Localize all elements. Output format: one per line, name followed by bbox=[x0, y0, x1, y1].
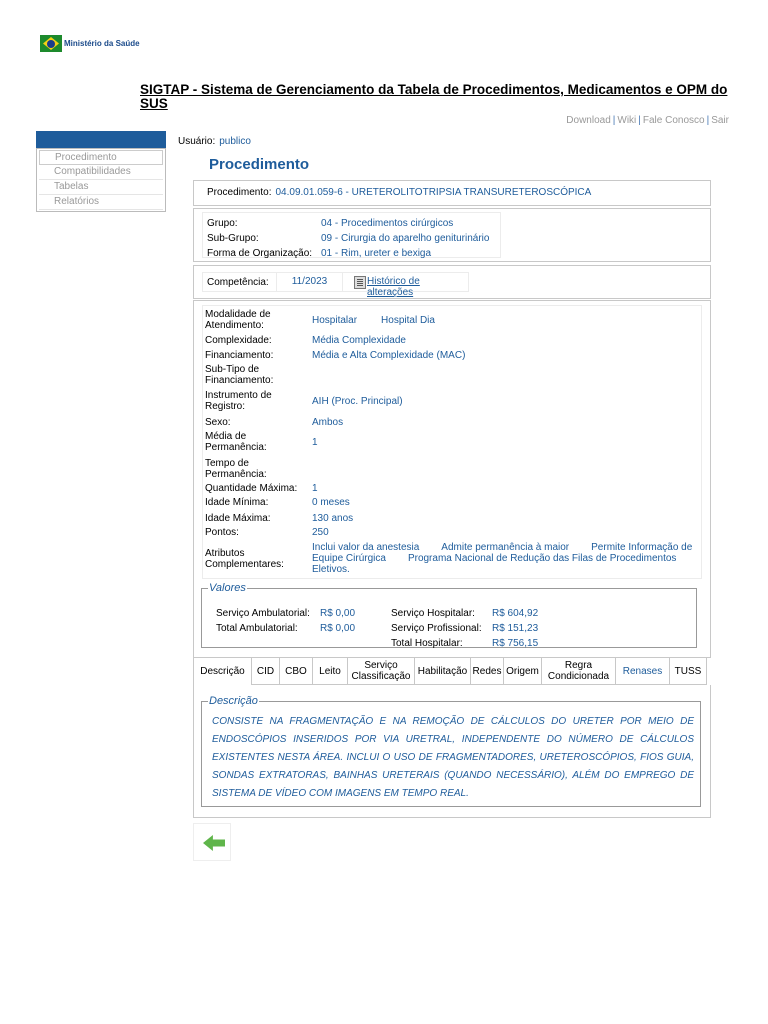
media-permanencia-value: 1 bbox=[312, 437, 318, 448]
pontos-label: Pontos: bbox=[205, 527, 239, 538]
servico-profissional-value: R$ 151,23 bbox=[492, 623, 539, 634]
idade-maxima-value: 130 anos bbox=[312, 513, 354, 524]
competencia-value: 11/2023 bbox=[276, 273, 343, 291]
competencia-box bbox=[193, 265, 711, 299]
user-label: Usuário: bbox=[178, 136, 216, 147]
instrumento-label: Instrumento de Registro: bbox=[205, 390, 272, 412]
modalidade-values bbox=[312, 315, 435, 326]
historico-link[interactable]: Histórico de alterações bbox=[367, 276, 420, 298]
grupo-value: 04 - Procedimentos cirúrgicos bbox=[321, 218, 454, 229]
subgrupo-value: 09 - Cirurgia do aparelho geniturinário bbox=[321, 233, 490, 244]
total-hospitalar-value: R$ 756,15 bbox=[492, 638, 539, 649]
complexidade-label: Complexidade: bbox=[205, 335, 272, 346]
tab-renases[interactable]: Renases bbox=[615, 657, 669, 685]
atributos-complementares-values bbox=[312, 542, 694, 575]
descricao-legend: Descrição bbox=[209, 695, 258, 707]
modalidade-label: Modalidade de Atendimento: bbox=[205, 309, 271, 331]
procedimento-box bbox=[193, 180, 711, 206]
download-link[interactable]: Download bbox=[566, 115, 611, 126]
complexidade-value: Média Complexidade bbox=[312, 335, 406, 346]
menu-item-tabelas[interactable]: Tabelas bbox=[39, 180, 163, 195]
pontos-value: 250 bbox=[312, 527, 329, 538]
sexo-label: Sexo: bbox=[205, 417, 231, 428]
instrumento-value: AIH (Proc. Principal) bbox=[312, 396, 403, 407]
side-menu bbox=[36, 148, 166, 212]
sexo-value: Ambos bbox=[312, 417, 344, 428]
tab-cbo[interactable]: CBO bbox=[279, 657, 312, 685]
servico-profissional-label: Serviço Profissional: bbox=[391, 623, 482, 634]
total-ambulatorial-value: R$ 0,00 bbox=[320, 623, 356, 634]
user-name: publico bbox=[219, 136, 251, 147]
subgrupo-label: Sub-Grupo: bbox=[207, 233, 259, 244]
procedimento-label: Procedimento: bbox=[207, 187, 272, 198]
forma-organizacao-value: 01 - Rim, ureter e bexiga bbox=[321, 248, 432, 259]
servico-ambulatorial-label: Serviço Ambulatorial: bbox=[216, 608, 310, 619]
media-permanencia-label: Média de Permanência: bbox=[205, 431, 267, 453]
tab-redes[interactable]: Redes bbox=[470, 657, 503, 685]
tempo-permanencia-label: Tempo de Permanência: bbox=[205, 458, 267, 480]
wiki-link[interactable]: Wiki bbox=[617, 115, 637, 126]
complementar-item: Inclui valor da anestesia bbox=[312, 542, 420, 553]
back-arrow-icon bbox=[203, 835, 225, 851]
section-heading: Procedimento bbox=[209, 156, 310, 173]
servico-hospitalar-label: Serviço Hospitalar: bbox=[391, 608, 475, 619]
tab-descricao[interactable]: Descrição bbox=[193, 657, 251, 685]
tab-servico-classificacao[interactable]: Serviço Classificação bbox=[347, 657, 414, 685]
valores-legend: Valores bbox=[209, 582, 246, 594]
page-title[interactable]: SIGTAP - Sistema de Gerenciamento da Tabela de Procedimentos, Medicamentos e OPM do SUS bbox=[140, 82, 728, 111]
grupo-label: Grupo: bbox=[207, 218, 238, 229]
complementar-item: Programa Nacional de Redução das Filas de Procedimentos Eletivos. bbox=[312, 553, 677, 575]
user-info bbox=[178, 136, 251, 147]
menu-item-procedimento[interactable]: Procedimento bbox=[39, 150, 163, 165]
competencia-label: Competência: bbox=[207, 277, 269, 288]
subtipo-label: Sub-Tipo de Financiamento: bbox=[205, 364, 274, 386]
quantidade-maxima-label: Quantidade Máxima: bbox=[205, 483, 298, 494]
brazil-flag-icon bbox=[40, 35, 62, 52]
atributos-box bbox=[193, 300, 711, 658]
back-button[interactable] bbox=[193, 823, 231, 861]
idade-minima-value: 0 meses bbox=[312, 497, 350, 508]
financiamento-label: Financiamento: bbox=[205, 350, 274, 361]
servico-hospitalar-value: R$ 604,92 bbox=[492, 608, 539, 619]
tab-origem[interactable]: Origem bbox=[503, 657, 541, 685]
tab-habilitacao[interactable]: Habilitação bbox=[414, 657, 470, 685]
fale-conosco-link[interactable]: Fale Conosco bbox=[642, 115, 705, 126]
descricao-panel bbox=[193, 685, 711, 818]
idade-maxima-label: Idade Máxima: bbox=[205, 513, 271, 524]
total-ambulatorial-label: Total Ambulatorial: bbox=[216, 623, 298, 634]
atributos-complementares-label: Atributos Complementares: bbox=[205, 548, 284, 570]
sair-link[interactable]: Sair bbox=[711, 115, 729, 126]
descricao-text: CONSISTE NA FRAGMENTAÇÃO E NA REMOÇÃO DE CÁLCULOS DO URETER POR MEIO DE ENDOSCÓPIOS INSERIDOS POR VIA URETRAL, INDEPENDENTE DO NÚMERO DE CÁLCULOS EXISTENTES NESTA ÁREA. INCLUI O USO DE FRAGMENTADORES, URETEROSCÓPIOS, FIOS GUIA, SONDAS EXTRATORAS, BAINHAS URETERAIS (QUANDO NECESSÁRIO), ALÉM DO EMPREGO DE SISTEMA DE VÍDEO COM IMAGENS EM TEMPO REAL. bbox=[212, 716, 694, 799]
top-links: Download | Wiki | Fale Conosco | Sair bbox=[566, 115, 729, 126]
ministerio-logo[interactable] bbox=[40, 35, 140, 52]
tab-regra-condicionada[interactable]: Regra Condicionada bbox=[541, 657, 615, 685]
logo-text: Ministério da Saúde bbox=[64, 39, 140, 48]
tab-leito[interactable]: Leito bbox=[312, 657, 347, 685]
modalidade-value-2: Hospital Dia bbox=[381, 315, 435, 326]
menu-item-compatibilidades[interactable]: Compatibilidades bbox=[39, 165, 163, 180]
financiamento-value: Média e Alta Complexidade (MAC) bbox=[312, 350, 466, 361]
menu-item-relatorios[interactable]: Relatórios bbox=[39, 195, 163, 210]
classificacao-box bbox=[193, 208, 711, 262]
valores-fieldset bbox=[201, 582, 697, 648]
complementar-item: Permite Informação de Equipe Cirúrgica bbox=[312, 542, 693, 564]
quantidade-maxima-value: 1 bbox=[312, 483, 318, 494]
document-history-icon[interactable] bbox=[354, 276, 366, 289]
tab-cid[interactable]: CID bbox=[251, 657, 279, 685]
total-hospitalar-label: Total Hospitalar: bbox=[391, 638, 463, 649]
tab-tuss[interactable]: TUSS bbox=[669, 657, 707, 685]
detail-tabs bbox=[193, 657, 707, 685]
complementar-item: Admite permanência à maior bbox=[441, 542, 570, 553]
modalidade-value-1: Hospitalar bbox=[312, 315, 358, 326]
forma-organizacao-label: Forma de Organização: bbox=[207, 248, 313, 259]
procedimento-value: 04.09.01.059-6 - URETEROLITOTRIPSIA TRANSURETEROSCÓPICA bbox=[275, 187, 592, 198]
menu-header-bar bbox=[36, 131, 166, 148]
idade-minima-label: Idade Mínima: bbox=[205, 497, 269, 508]
servico-ambulatorial-value: R$ 0,00 bbox=[320, 608, 356, 619]
